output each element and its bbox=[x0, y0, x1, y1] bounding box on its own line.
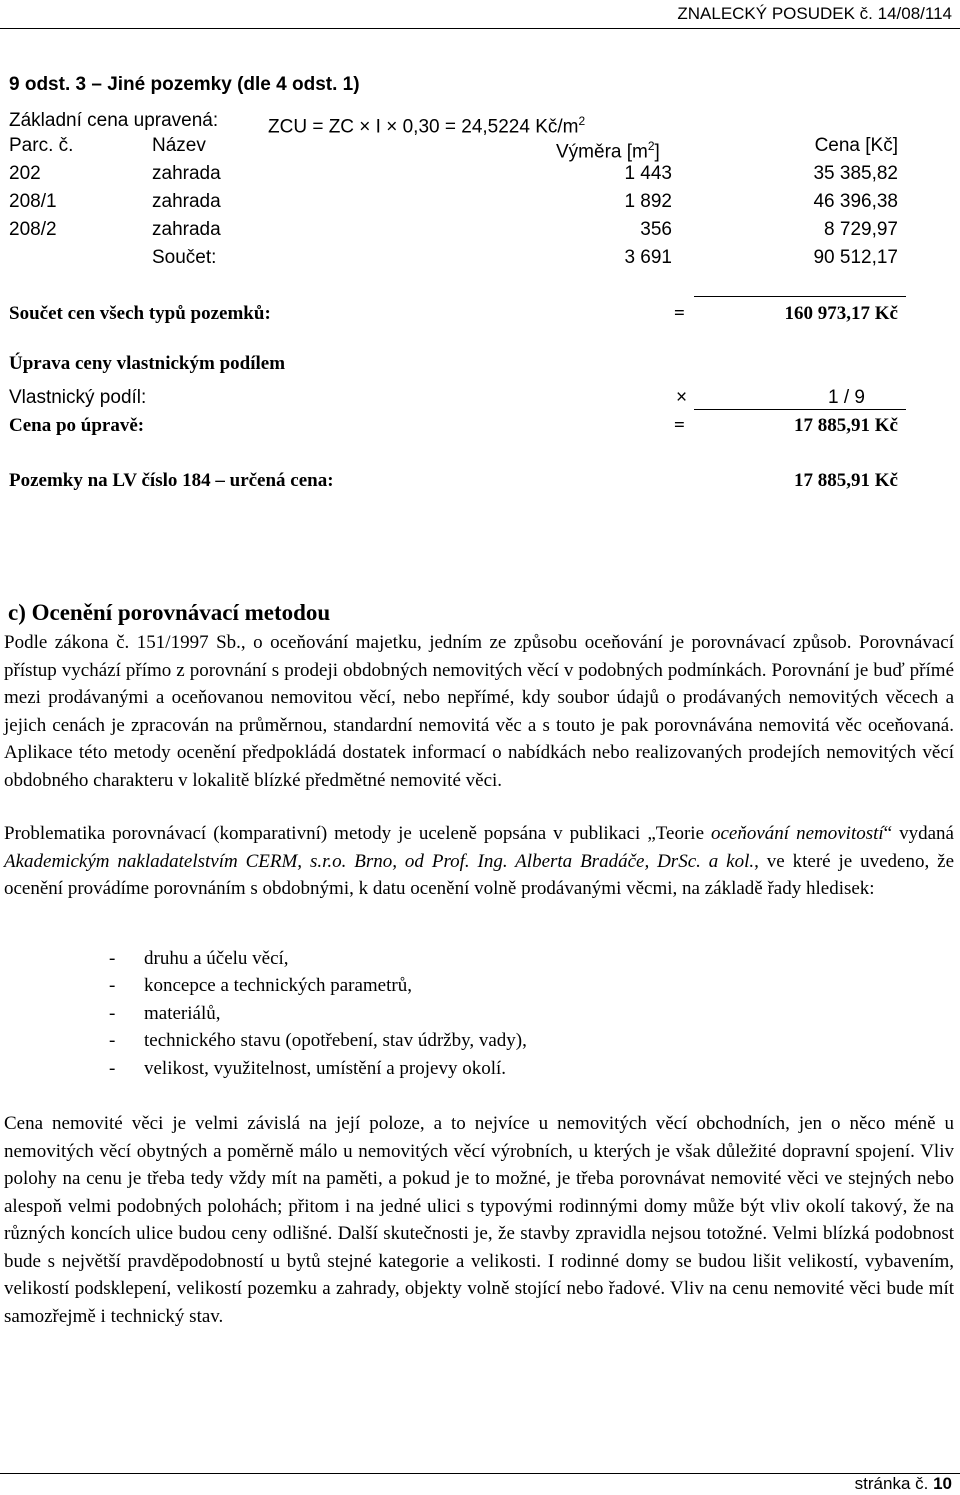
share-op: × bbox=[676, 387, 688, 408]
header-divider bbox=[0, 28, 960, 29]
total-divider bbox=[694, 296, 906, 297]
row-parcel: 208/1 bbox=[9, 191, 57, 212]
section-c-heading: c) Ocenění porovnávací metodou bbox=[8, 600, 331, 625]
list-item: - druhu a účelu věcí, bbox=[109, 947, 289, 969]
base-price-formula: ZCU = ZC × I × 0,30 = 24,5224 $Kč/m^2$ bbox=[268, 114, 586, 138]
list-item: - materiálů, bbox=[109, 1002, 221, 1024]
row-name: zahrada bbox=[152, 191, 221, 212]
list-item: - technického stavu (opotřebení, stav údržby, vady), bbox=[109, 1030, 527, 1051]
after-op: = bbox=[674, 415, 685, 436]
col-header-name: Název bbox=[152, 135, 206, 156]
row-area: 356 bbox=[640, 219, 672, 240]
land-section-heading: 9 odst. 3 – Jiné pozemky (dle 4 odst. 1) bbox=[9, 74, 360, 95]
after-value: 17 885,91 Kč bbox=[794, 415, 898, 436]
list-item: - koncepce a technických parametrů, bbox=[109, 975, 412, 996]
row-name: zahrada bbox=[152, 219, 221, 240]
share-value: 1 / 9 bbox=[828, 387, 865, 408]
sum-label: Součet: bbox=[152, 247, 217, 268]
sum-price: 90 512,17 bbox=[813, 247, 898, 268]
row-parcel: 208/2 bbox=[9, 219, 57, 240]
paragraph-location: Cena nemovité věci je velmi závislá na její poloze, a to nejvíce u nemovitých věcí obchodních, jen o něco méně u nemovitých věcí obytných a poměrně málo u nemovitých věcí výrobních, u kterých je však důležité dopravní spojení. Vliv polohy na cenu je třeba tedy vždy mít na paměti, a pokud je to možné, je třeba porovnávat nemovité věci ve stejných nebo alespoň velmi podobných polohách; přitom i na jedné ulici s typovými rodinnými domy může být vliv okolí takový, že na různých koncích ulice budou ceny odlišné. Další skutečnosti je, že stavby zpravidla nejsou totožné. Velmi blízká podobnost bude s největší pravděpodobností u bytů stejné kategorie a velikosti. I rodinné domy se budou lišit velikostí, vybavením, velikostí podsklepení, velikostí pozemku a zahrady, objekty volně stojící nebo řadové. Vliv na cenu nemovité věci bude mít samozřejmě i technický stav. bbox=[4, 1113, 954, 1327]
row-price: 35 385,82 bbox=[813, 163, 898, 184]
all-types-label: Součet cen všech typů pozemků: bbox=[9, 303, 271, 324]
col-header-price: Cena [Kč] bbox=[814, 135, 898, 156]
base-price-label: Základní cena upravená: bbox=[9, 110, 219, 131]
after-label: Cena po úpravě: bbox=[9, 415, 145, 436]
sum-area: 3 691 bbox=[624, 247, 672, 268]
row-name: zahrada bbox=[152, 163, 221, 184]
row-price: 46 396,38 bbox=[813, 191, 898, 212]
page-footer: stránka č. 10 bbox=[854, 1474, 952, 1493]
share-label: Vlastnický podíl: bbox=[9, 387, 147, 408]
final-value: 17 885,91 Kč bbox=[794, 470, 898, 491]
final-label: Pozemky na LV číslo 184 – určená cena: bbox=[9, 470, 334, 491]
row-area: 1 443 bbox=[624, 163, 672, 184]
all-types-value: 160 973,17 Kč bbox=[784, 303, 898, 324]
paragraph-publication: Problematika porovnávací (komparativní) metody je uceleně popsána v publikaci „Teorie oceňování nemovitostí“ vydaná Akademickým nakladatelstvím CERM, s.r.o. Brno, od Prof. Ing. Alberta Bradáče, DrSc. a kol., ve které je uvedeno, že ocenění provádíme porovnáním s obdobnými, k datu ocenění volně prodávanými věcmi, na základě řady hledisek: bbox=[4, 823, 954, 899]
row-price: 8 729,97 bbox=[824, 219, 898, 240]
list-item: - velikost, využitelnost, umístění a projevy okolí. bbox=[109, 1057, 507, 1079]
paragraph-method-intro: Podle zákona č. 151/1997 Sb., o oceňování majetku, jedním ze způsobu oceňování je porovnávací způsob. Porovnávací přístup vychází přímo z porovnání s prodeji obdobných nemovitých věcí v podobných podmínkách. Porovnání je buď přímé mezi prodávanými a oceňovanou nemovitou věcí, nebo nepřímé, kdy soubor údajů o prodávaných nemovitých věcech a jejich cenách je zpracován na průměrnou, standardní nemovitá věc a s touto je pak porovnávána nemovitá věc oceňovaná. Aplikace této metody ocenění předpokládá dostatek informací o nabídkách nebo realizovaných prodejích nemovitých věcí obdobného charakteru v lokalitě blízké předmětné nemovité věci. bbox=[4, 632, 954, 791]
col-header-area: Výměra $[m^2]$ bbox=[556, 139, 660, 163]
row-parcel: 202 bbox=[9, 163, 41, 184]
share-divider bbox=[694, 409, 906, 410]
page-number: 10 bbox=[933, 1474, 952, 1493]
adjust-heading: Úprava ceny vlastnickým podílem bbox=[9, 353, 286, 374]
footer-divider bbox=[0, 1473, 960, 1474]
col-header-parcel: Parc. č. bbox=[9, 135, 74, 156]
all-types-op: = bbox=[674, 303, 685, 324]
criteria-list bbox=[4, 945, 954, 1083]
row-area: 1 892 bbox=[624, 191, 672, 212]
document-header-title: ZNALECKÝ POSUDEK č. 14/08/114 bbox=[677, 4, 952, 23]
